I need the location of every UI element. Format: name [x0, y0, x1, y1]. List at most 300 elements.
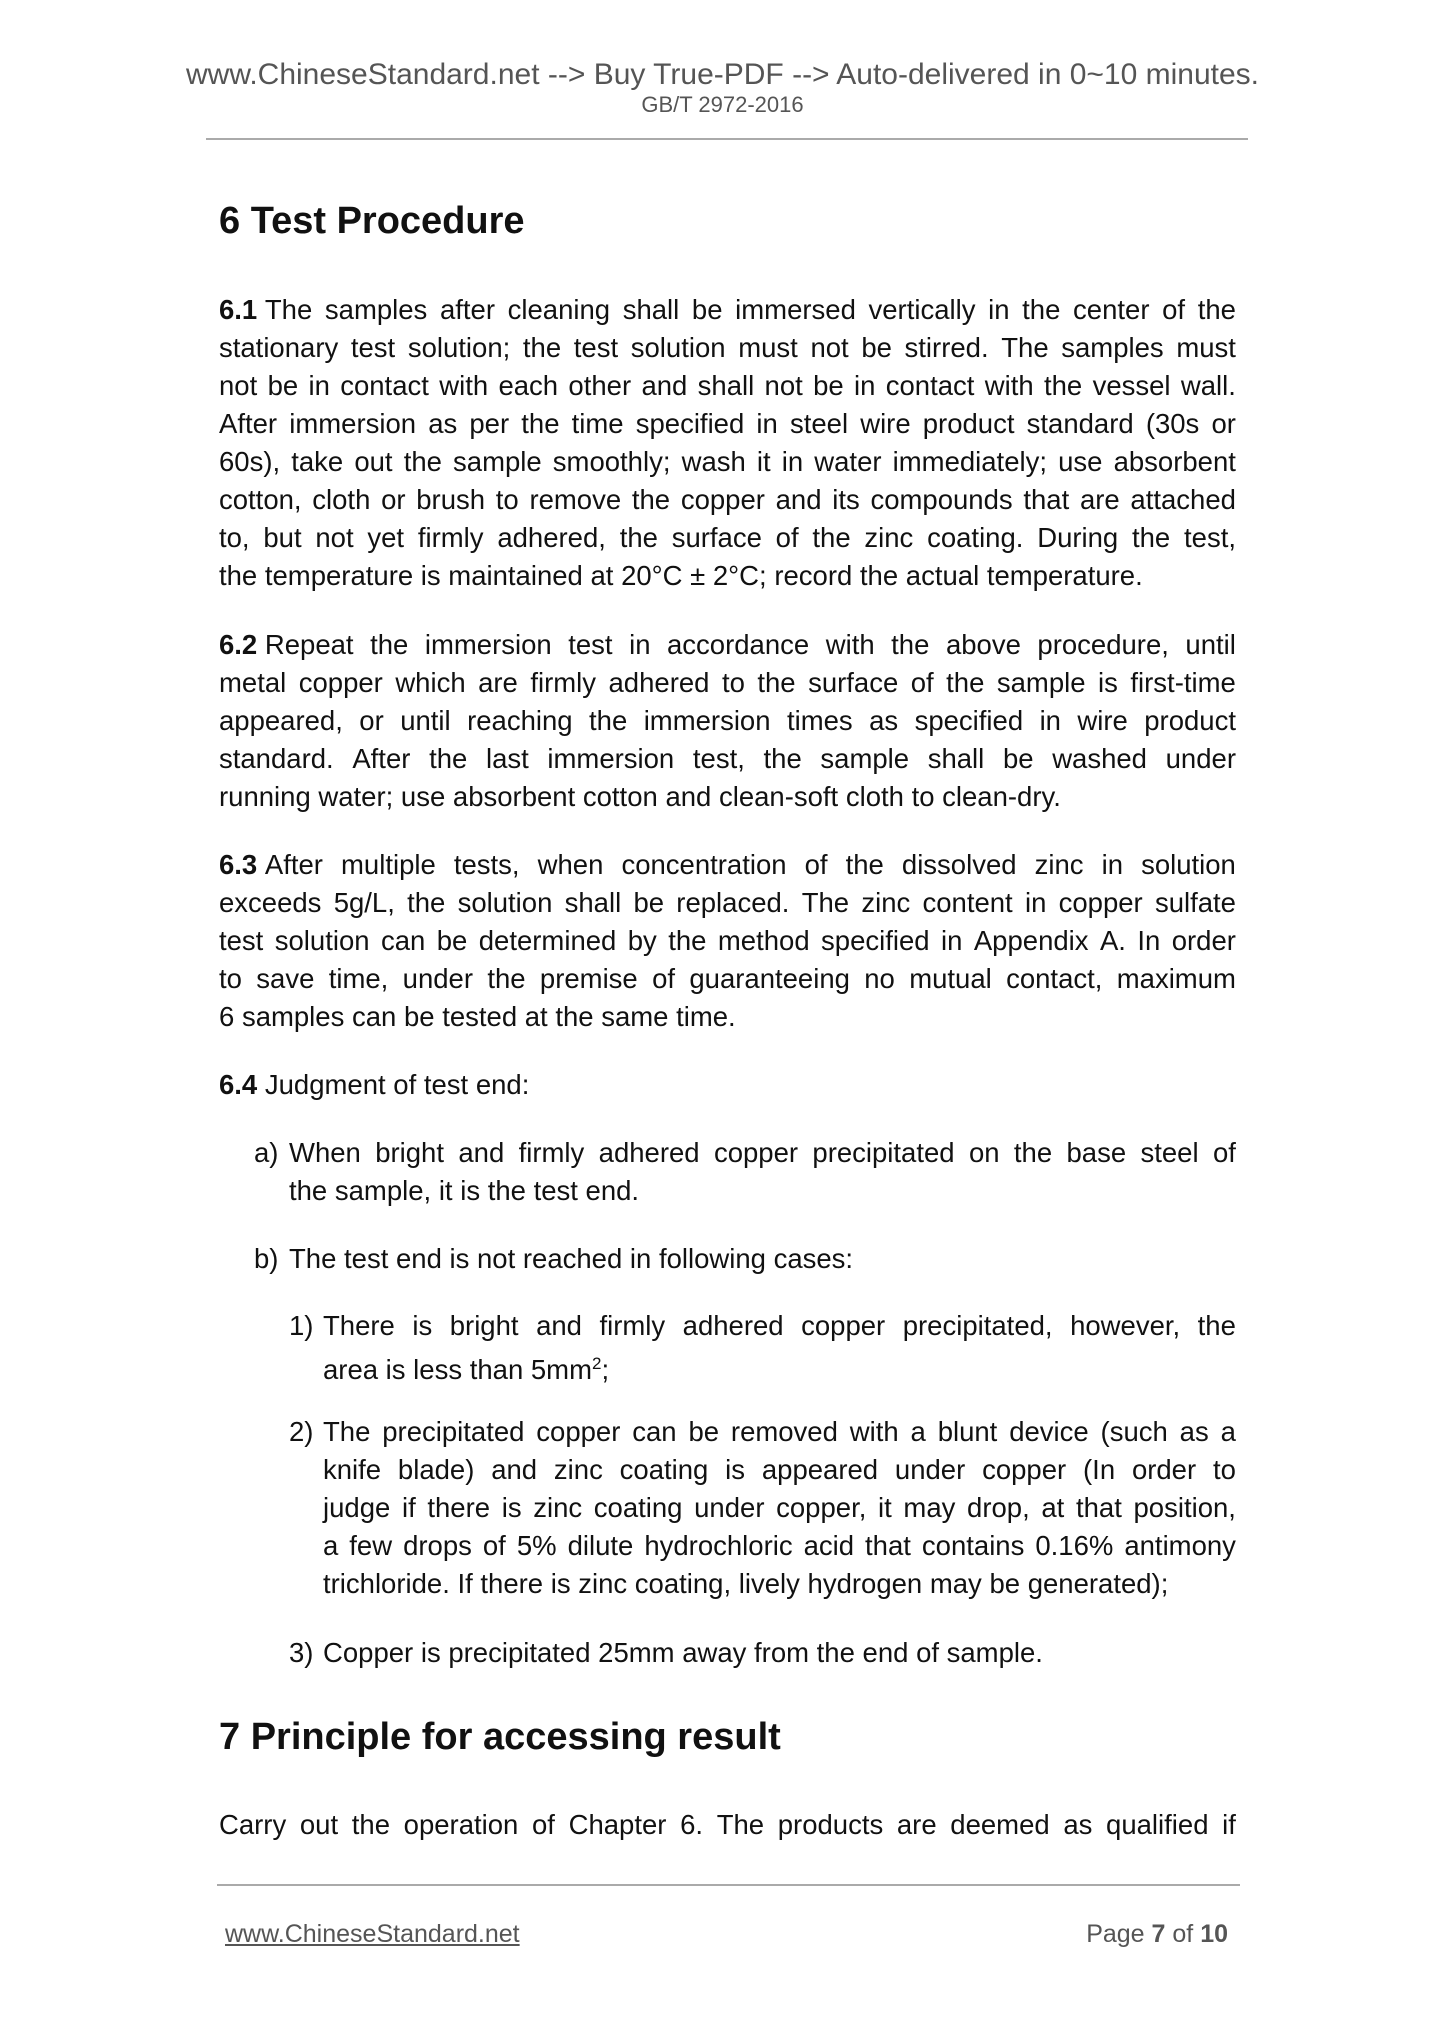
word: In: [1137, 925, 1161, 956]
word: take: [291, 446, 344, 477]
word: Chapter: [568, 1809, 667, 1840]
word: stirred.: [904, 332, 989, 363]
word: that: [1075, 1492, 1122, 1523]
document-id: GB/T 2972-2016: [641, 92, 804, 117]
word: the: [1013, 1137, 1053, 1168]
text-line: [289, 1134, 1236, 1172]
item-b-label: b): [254, 1243, 279, 1274]
word: position,: [1133, 1492, 1236, 1523]
word: but: [263, 522, 302, 553]
footer-link[interactable]: www.ChineseStandard.net: [225, 1920, 520, 1948]
word: The: [716, 1809, 765, 1840]
word: metal: [219, 667, 287, 698]
clause-number: 6.1: [219, 294, 265, 325]
word: clean-dry.: [942, 781, 1061, 812]
word: (30s: [1145, 408, 1200, 439]
word: products: [777, 1809, 884, 1840]
item-2: [323, 1413, 1236, 1603]
word: standard: [1026, 408, 1134, 439]
word: and: [536, 1310, 582, 1341]
word: is: [1098, 667, 1118, 698]
word: is: [725, 1454, 746, 1485]
word: solution: [457, 887, 553, 918]
word: standard.: [219, 743, 334, 774]
word: to: [721, 667, 745, 698]
word: the: [429, 743, 468, 774]
word: it: [438, 1175, 461, 1206]
text-line: [219, 443, 1236, 481]
word: absorbent: [1113, 446, 1236, 477]
word: the: [289, 1175, 335, 1206]
word: product: [1144, 705, 1236, 736]
word: a: [323, 1530, 339, 1561]
word: and: [458, 1137, 505, 1168]
word: be: [688, 1416, 720, 1447]
word: under: [894, 1454, 966, 1485]
word: adhered: [608, 667, 710, 698]
word: or: [359, 705, 384, 736]
word: vessel: [1092, 370, 1171, 401]
word: time: [571, 408, 624, 439]
word: immersed: [735, 294, 856, 325]
word: copper,: [776, 1492, 867, 1523]
word: and: [775, 484, 822, 515]
word: concentration: [621, 849, 787, 880]
word: coating.: [927, 522, 1024, 553]
word: procedure,: [1037, 629, 1169, 660]
word: to,: [219, 522, 250, 553]
word: be: [267, 370, 299, 401]
word: be: [861, 332, 892, 363]
text-line: [219, 740, 1236, 778]
word: immersion: [424, 629, 552, 660]
word: sample,: [334, 1175, 439, 1206]
word: is: [550, 1568, 579, 1599]
word: precipitated: [382, 1416, 525, 1447]
word: cloth: [312, 484, 371, 515]
word: must: [738, 332, 798, 363]
word: in: [629, 629, 651, 660]
word: replaced.: [676, 887, 790, 918]
word: the: [1044, 370, 1083, 401]
item-3: Copper is precipitated 25mm away from the end of sample.: [323, 1637, 1043, 1668]
paragraph-6-1: [219, 291, 1236, 595]
word: water;: [318, 781, 401, 812]
word: firmly: [518, 1137, 585, 1168]
word: A.: [1099, 925, 1126, 956]
word: deemed: [950, 1809, 1050, 1840]
word: device: [1009, 1416, 1089, 1447]
word: under: [402, 963, 473, 994]
word: solution: [274, 925, 370, 956]
word: test,: [1184, 522, 1236, 553]
word: in: [988, 294, 1010, 325]
word: wire: [860, 408, 911, 439]
word: record: [774, 560, 860, 591]
word: at: [524, 1001, 556, 1032]
word: not: [219, 370, 258, 401]
item-b: The test end is not reached in following cases:: [289, 1243, 854, 1274]
word: a: [910, 1416, 926, 1447]
text-line: [219, 778, 1236, 816]
word: solution;: [407, 332, 511, 363]
word: vertically: [868, 294, 976, 325]
word: at: [590, 560, 622, 591]
word: 6: [219, 1001, 242, 1032]
text-line: [219, 960, 1236, 998]
word: that: [865, 1530, 911, 1561]
word: the: [1197, 294, 1236, 325]
word: solution: [630, 332, 726, 363]
header-banner: www.ChineseStandard.net --> Buy True-PDF --> Auto-delivered in 0~10 minutes.: [185, 58, 1260, 91]
word: be: [403, 1001, 443, 1032]
word: coating,: [634, 1568, 739, 1599]
text-line: [219, 998, 1236, 1036]
word: first-time: [1130, 667, 1236, 698]
word: the: [487, 1175, 534, 1206]
word: not: [764, 370, 803, 401]
word: same: [601, 1001, 677, 1032]
word: If: [457, 1568, 481, 1599]
word: copper: [680, 484, 765, 515]
word: zinc: [553, 1454, 603, 1485]
word: of: [1162, 294, 1186, 325]
word: coating: [593, 1492, 683, 1523]
word: determined: [478, 925, 617, 956]
word: The: [323, 1416, 371, 1447]
word: smoothly;: [552, 446, 671, 477]
word: end.: [585, 1175, 640, 1206]
text-line: [219, 519, 1236, 557]
word: appeared,: [219, 705, 343, 736]
footer-divider: [217, 1884, 1240, 1886]
word: specified: [821, 925, 930, 956]
word: After: [219, 408, 278, 439]
word: immediately;: [892, 446, 1047, 477]
word: not: [315, 522, 354, 553]
item-2-label: 2): [289, 1416, 314, 1447]
text-line: [323, 1489, 1236, 1527]
word: cotton: [582, 781, 666, 812]
word: under: [1165, 743, 1236, 774]
word: appeared: [761, 1454, 879, 1485]
word: in: [1101, 849, 1123, 880]
word: be: [436, 925, 468, 956]
word: wire: [1077, 705, 1128, 736]
word: of: [804, 849, 828, 880]
word: if: [401, 1492, 416, 1523]
word: to: [911, 781, 943, 812]
word: the: [668, 925, 707, 956]
word: contact,: [1006, 963, 1103, 994]
word: the: [946, 667, 985, 698]
word: actual: [905, 560, 987, 591]
word: adhered: [598, 1137, 700, 1168]
word: save: [256, 963, 315, 994]
word: the: [589, 705, 628, 736]
word: antimony: [1124, 1530, 1236, 1561]
word: shall: [697, 370, 755, 401]
word: the: [1197, 1310, 1236, 1341]
word: samples: [1061, 332, 1164, 363]
word: firmly: [599, 1310, 666, 1341]
text-line: [219, 329, 1236, 367]
word: surface: [808, 667, 899, 698]
word: dissolved: [901, 849, 1017, 880]
word: steel: [1140, 1137, 1199, 1168]
word: test: [533, 1175, 586, 1206]
word: can: [632, 1416, 677, 1447]
word: sulfate: [1154, 887, 1236, 918]
word: tests,: [453, 849, 520, 880]
word: exceeds: [219, 887, 322, 918]
word: contact: [885, 370, 975, 401]
word: brush: [416, 484, 486, 515]
word: drops: [403, 1530, 472, 1561]
word: solution: [1141, 849, 1236, 880]
word: product: [922, 408, 1015, 439]
word: tested: [442, 1001, 525, 1032]
word: 20°C: [621, 560, 691, 591]
word: the: [555, 1001, 602, 1032]
word: method: [717, 925, 810, 956]
word: the: [845, 849, 884, 880]
word: acid: [803, 1530, 855, 1561]
word: after: [439, 294, 495, 325]
item-a: [289, 1134, 1236, 1210]
word: be: [989, 1568, 1028, 1599]
text-line: 6.3 After multiple tests, when concentration of the dissolved zinc in solution: [219, 846, 1236, 884]
word: in: [854, 370, 876, 401]
text-line: [219, 664, 1236, 702]
word: immersion: [643, 705, 771, 736]
word: out: [299, 1809, 339, 1840]
word: with: [825, 629, 875, 660]
word: adhered: [682, 1310, 784, 1341]
word: hydrochloric: [644, 1530, 793, 1561]
word: however,: [1070, 1310, 1181, 1341]
word: it: [756, 446, 771, 477]
clause-number: 6.4: [219, 1069, 258, 1100]
word: to: [1212, 1454, 1236, 1485]
word: immersion: [289, 408, 417, 439]
word: firmly: [417, 522, 484, 553]
word: time.: [676, 1001, 736, 1032]
word: operation: [403, 1809, 519, 1840]
word: of: [910, 667, 934, 698]
word: clean-soft: [718, 781, 846, 812]
word: zinc: [861, 887, 911, 918]
word: premise: [539, 963, 638, 994]
word: of: [652, 963, 676, 994]
word: or: [381, 484, 406, 515]
page-number: Page 7 of 10: [1086, 1920, 1228, 1948]
word: precipitated: [812, 1137, 955, 1168]
text-line: 6.1 The samples after cleaning shall be immersed vertically in the center of the: [219, 291, 1236, 329]
word: its: [832, 484, 860, 515]
word: the: [859, 560, 906, 591]
word: When: [289, 1137, 361, 1168]
word: that: [1023, 484, 1070, 515]
word: sample: [996, 667, 1086, 698]
word: cleaning: [507, 294, 611, 325]
word: sample: [453, 446, 542, 477]
word: judge: [323, 1492, 391, 1523]
text-line: [219, 922, 1236, 960]
word: not: [810, 332, 849, 363]
word: samples: [241, 1001, 352, 1032]
word: of: [1212, 1137, 1236, 1168]
word: can: [351, 1001, 404, 1032]
word: few: [349, 1530, 393, 1561]
word: test: [568, 629, 613, 660]
paragraph-7: [219, 1806, 1236, 1844]
word: The: [1001, 332, 1049, 363]
word: maximum: [1116, 963, 1236, 994]
word: the: [351, 1809, 391, 1840]
word: is: [412, 1310, 433, 1341]
word: blunt: [937, 1416, 998, 1447]
word: must: [1176, 332, 1236, 363]
word: and: [665, 781, 719, 812]
word: (In: [1083, 1454, 1116, 1485]
word: with: [439, 370, 489, 401]
word: drop,: [967, 1492, 1030, 1523]
item-1-label: 1): [289, 1310, 314, 1341]
word: precipitated,: [902, 1310, 1053, 1341]
word: the: [219, 560, 265, 591]
word: shall: [622, 294, 680, 325]
word: reaching: [467, 705, 573, 736]
word: qualified: [1106, 1809, 1209, 1840]
word: the: [619, 522, 658, 553]
word: 0.16%: [1035, 1530, 1114, 1561]
word: in: [781, 446, 804, 477]
word: in: [756, 408, 778, 439]
word: wall.: [1180, 370, 1236, 401]
word: the: [487, 963, 526, 994]
word: when: [537, 849, 604, 880]
text-line: [289, 1172, 1236, 1210]
word: the: [631, 484, 671, 515]
word: use: [400, 781, 453, 812]
text-line: [323, 1527, 1236, 1565]
word: compounds: [870, 484, 1013, 515]
word: and: [641, 370, 688, 401]
word: 2°C;: [712, 560, 775, 591]
word: may: [929, 1568, 990, 1599]
word: order: [1171, 925, 1236, 956]
word: copper: [536, 1416, 621, 1447]
word: in: [941, 925, 963, 956]
word: the: [763, 743, 802, 774]
word: multiple: [341, 849, 436, 880]
word: is: [501, 1492, 522, 1523]
word: may: [903, 1492, 956, 1523]
word: as: [869, 705, 899, 736]
item-3-label: 3): [289, 1637, 314, 1668]
word: sample: [820, 743, 910, 774]
word: the: [407, 887, 446, 918]
word: guaranteeing: [689, 963, 850, 994]
word: 5%: [516, 1530, 557, 1561]
word: dilute: [567, 1530, 634, 1561]
word: copper: [713, 1137, 799, 1168]
word: bright: [449, 1310, 519, 1341]
word: zinc: [533, 1492, 583, 1523]
section-7-heading: 7 Principle for accessing result: [219, 1716, 781, 1758]
word: copper: [298, 667, 383, 698]
word: are: [478, 667, 518, 698]
word: be: [633, 887, 665, 918]
word: as: [428, 408, 458, 439]
text-line: [323, 1451, 1236, 1489]
word: lively: [738, 1568, 808, 1599]
word: (such: [1100, 1416, 1168, 1447]
word: is: [420, 560, 449, 591]
word: or: [1211, 408, 1236, 439]
word: the: [1132, 522, 1171, 553]
word: under: [694, 1492, 765, 1523]
word: center: [1073, 294, 1150, 325]
word: with: [984, 370, 1034, 401]
word: trichloride.: [323, 1568, 458, 1599]
word: no: [864, 963, 895, 994]
word: steel: [789, 408, 849, 439]
word: each: [498, 370, 559, 401]
text-line: [219, 884, 1236, 922]
word: hydrogen: [807, 1568, 930, 1599]
word: contact: [340, 370, 429, 401]
word: zinc: [864, 522, 914, 553]
word: last: [485, 743, 529, 774]
word: the: [522, 332, 562, 363]
paragraph-6-4: [219, 1066, 1236, 1104]
word: can: [380, 925, 426, 956]
word: as: [1063, 1809, 1093, 1840]
word: During: [1037, 522, 1119, 553]
word: test: [219, 925, 264, 956]
word: the: [891, 629, 930, 660]
word: After: [352, 743, 411, 774]
word: content: [922, 887, 1013, 918]
word: test: [350, 332, 396, 363]
word: the: [403, 446, 442, 477]
word: to: [495, 484, 519, 515]
word: which: [395, 667, 466, 698]
header-divider: [206, 138, 1248, 140]
word: 6.: [680, 1809, 704, 1840]
word: shall: [927, 743, 985, 774]
word: of: [482, 1530, 506, 1561]
word: adhered,: [497, 522, 606, 553]
clause-text: Judgment of test end:: [257, 1069, 530, 1100]
word: and: [491, 1454, 538, 1485]
text-line: [219, 702, 1236, 740]
word: times: [786, 705, 853, 736]
word: if: [1222, 1809, 1236, 1840]
word: the: [370, 629, 409, 660]
word: base: [1066, 1137, 1127, 1168]
word: there: [480, 1568, 551, 1599]
word: blade): [397, 1454, 475, 1485]
word: use: [1058, 446, 1103, 477]
word: stationary: [219, 332, 339, 363]
text-line: [219, 405, 1236, 443]
word: of: [775, 522, 799, 553]
word: running: [219, 781, 319, 812]
paragraph-6-3: [219, 846, 1236, 1036]
